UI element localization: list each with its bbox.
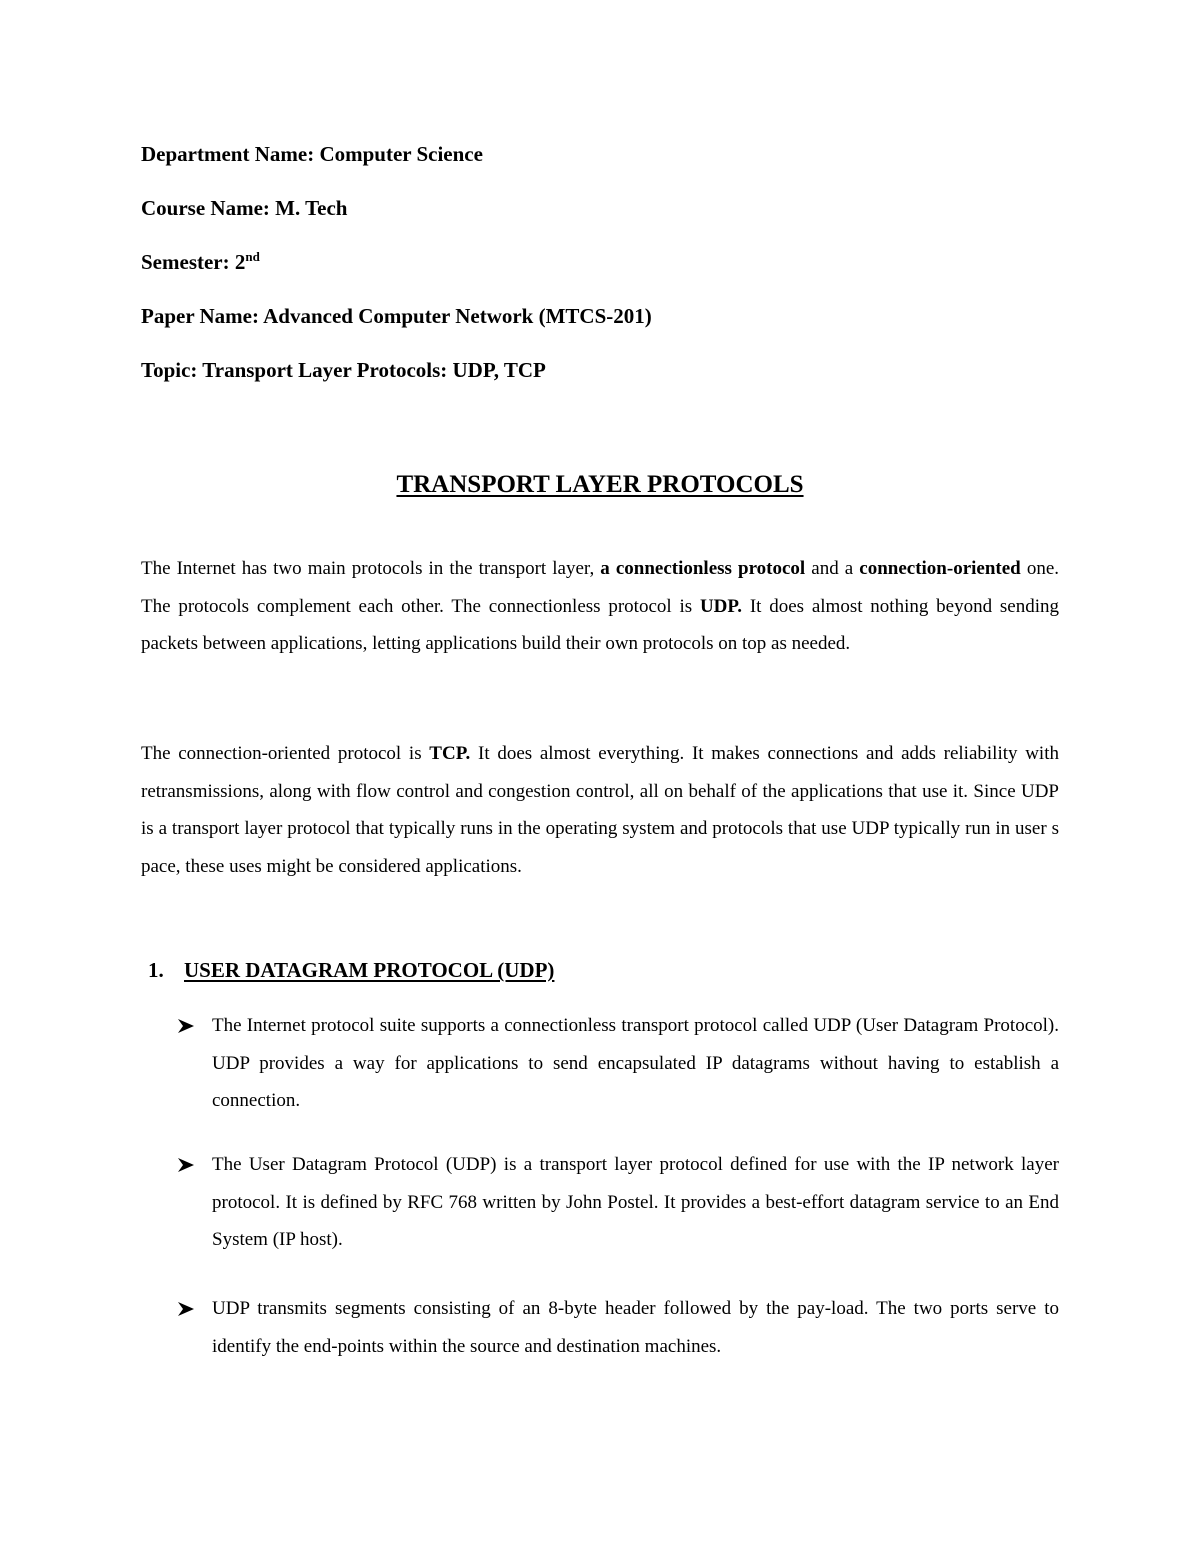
section-number: 1. <box>148 958 164 982</box>
para1-bold-udp: UDP. <box>699 595 743 617</box>
section-heading-udp <box>148 955 554 985</box>
bullet-text: The Internet protocol suite supports a connectionless transport protocol called UDP (User Datagram Protocol). UDP provides a way for applications to send encapsulated IP datagrams without having to establish a connection. <box>212 1015 1059 1111</box>
bullet-item <box>177 1146 1059 1259</box>
semester-label: Semester: <box>141 250 230 274</box>
arrowhead-bullet-icon <box>177 1290 203 1327</box>
para2-text-1: The connection-oriented protocol is <box>141 743 430 764</box>
para1-text-2: and a <box>805 558 860 579</box>
document-title: TRANSPORT LAYER PROTOCOLS <box>396 471 804 498</box>
para2-bold-tcp: TCP. <box>429 743 471 764</box>
bullet-item <box>177 1007 1059 1120</box>
section-title: USER DATAGRAM PROTOCOL (UDP) <box>184 958 555 982</box>
topic-label: Topic: <box>141 358 198 382</box>
arrowhead-bullet-icon <box>177 1007 203 1044</box>
course-value: M. Tech <box>275 196 348 220</box>
course-line <box>141 194 1061 222</box>
topic-value: Transport Layer Protocols: UDP, TCP <box>202 358 546 382</box>
para1-text-4: It does almost nothing beyond sending packets between applications, letting applications build their own protocols on top as needed. <box>141 595 1060 654</box>
semester-suffix: nd <box>245 249 260 264</box>
bullet-item <box>177 1290 1059 1365</box>
paper-value: Advanced Computer Network (MTCS-201) <box>263 304 652 328</box>
bullet-text: UDP transmits segments consisting of an 8-byte header followed by the pay-load. The two ports serve to identify the end-points within the source and destination machines. <box>212 1298 1059 1357</box>
semester-line <box>141 248 1061 276</box>
course-info <box>141 140 1061 410</box>
para1-text-3: one. The protocols complement each other. The connectionless protocol is <box>141 558 1059 617</box>
intro-paragraph <box>141 550 1059 663</box>
paper-label: Paper Name: <box>141 304 259 328</box>
topic-line <box>141 356 1061 384</box>
para1-bold-connectionless: a connectionless protocol <box>600 558 806 579</box>
department-label: Department Name: <box>141 142 315 166</box>
tcp-paragraph <box>141 735 1059 885</box>
department-line <box>141 140 1061 168</box>
course-label: Course Name: <box>141 196 270 220</box>
semester-value: 2 <box>234 250 246 274</box>
para1-text-1: The Internet has two main protocols in the transport layer, <box>141 558 601 579</box>
department-value: Computer Science <box>319 142 483 166</box>
bullet-text: The User Datagram Protocol (UDP) is a transport layer protocol defined for use with the IP network layer protocol. It is defined by RFC 768 written by John Postel. It provides a best-effort datagram service to an End System (IP host). <box>212 1154 1059 1250</box>
para1-bold-connection-oriented: connection-oriented <box>859 558 1021 579</box>
para2-text-2: It does almost everything. It makes connections and adds reliability with retransmissions, along with flow control and congestion control, all on behalf of the applications that use it. Since UDP is a transport layer protocol that typically runs in the operating system and protocols that use UDP typically run in user s pace, these uses might be considered applications. <box>141 743 1059 877</box>
arrowhead-bullet-icon <box>177 1146 203 1183</box>
paper-line <box>141 302 1061 330</box>
